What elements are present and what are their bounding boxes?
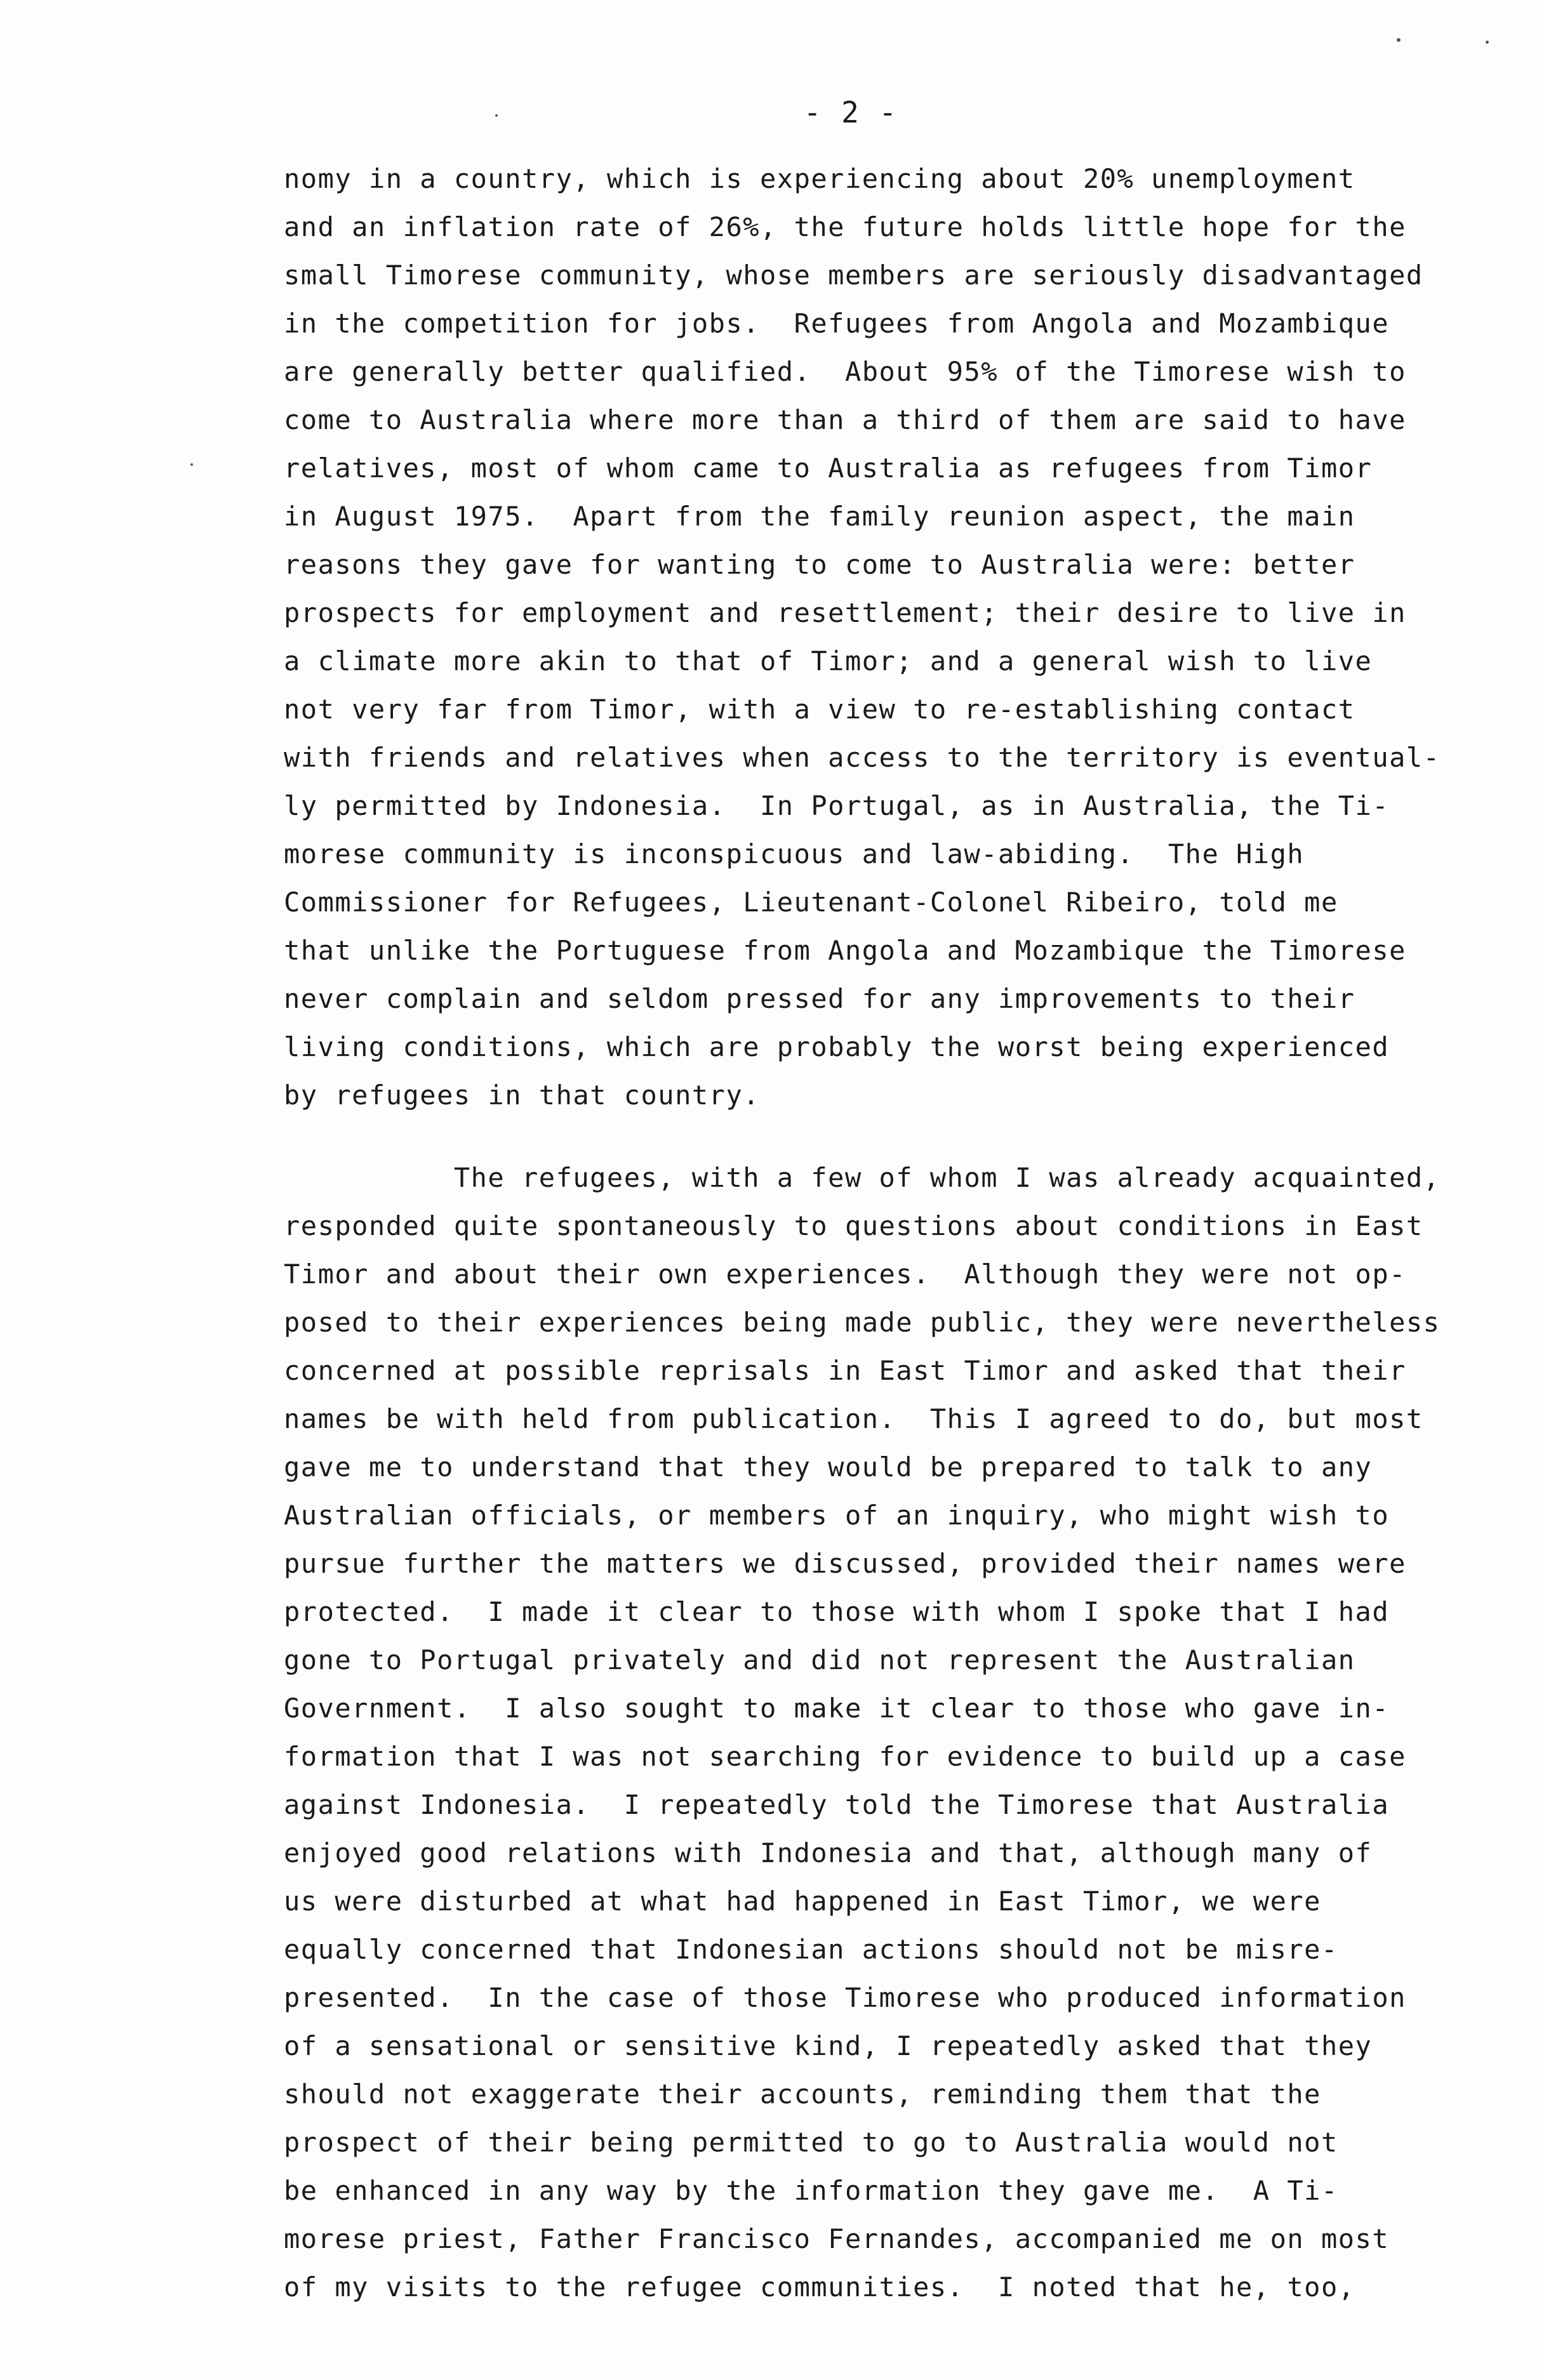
paragraph2-line: The refugees, with a few of whom I was already acquainted, — [284, 1162, 1441, 1193]
paragraph2-line: responded quite spontaneously to questions about conditions in East — [284, 1210, 1423, 1241]
paragraph2-line: should not exaggerate their accounts, reminding them that the — [284, 2079, 1321, 2110]
paragraph1-line: that unlike the Portuguese from Angola and Mozambique the Timorese — [284, 935, 1406, 966]
paragraph2-line: morese priest, Father Francisco Fernandes, accompanied me on most — [284, 2223, 1390, 2254]
paragraph2-line: us were disturbed at what had happened in East Timor, we were — [284, 1886, 1321, 1917]
paragraph1-line: come to Australia where more than a third of them are said to have — [284, 404, 1406, 435]
paragraph2-line: formation that I was not searching for evidence to build up a case — [284, 1741, 1406, 1772]
paragraph2-line: concerned at possible reprisals in East Timor and asked that their — [284, 1355, 1406, 1386]
paragraph2-line: Australian officials, or members of an inquiry, who might wish to — [284, 1500, 1390, 1531]
paragraph1-line: small Timorese community, whose members are seriously disadvantaged — [284, 260, 1423, 291]
scan-speck — [1486, 41, 1489, 44]
paragraph1-line: nomy in a country, which is experiencing about 20% unemployment — [284, 163, 1355, 194]
paragraph2-line: of my visits to the refugee communities. I noted that he, too, — [284, 2271, 1355, 2303]
paragraph2-line: Government. I also sought to make it clear to those who gave in- — [284, 1693, 1390, 1724]
paragraph1-line: in the competition for jobs. Refugees from Angola and Mozambique — [284, 308, 1390, 339]
paragraph2-line: be enhanced in any way by the information they gave me. A Ti- — [284, 2175, 1338, 2206]
paragraph2-line: Timor and about their own experiences. Although they were not op- — [284, 1259, 1406, 1290]
paragraph2-line: prospect of their being permitted to go to Australia would not — [284, 2127, 1338, 2158]
paragraph2-line: posed to their experiences being made public, they were nevertheless — [284, 1307, 1441, 1338]
paragraph2-line: against Indonesia. I repeatedly told the Timorese that Australia — [284, 1789, 1390, 1820]
paragraph2-line: names be with held from publication. This I agreed to do, but most — [284, 1403, 1423, 1434]
paragraph1-line: reasons they gave for wanting to come to Australia were: better — [284, 549, 1355, 580]
paragraph1-line: are generally better qualified. About 95% of the Timorese wish to — [284, 356, 1406, 387]
paragraph2-line: equally concerned that Indonesian actions should not be misre- — [284, 1934, 1338, 1965]
paragraph1-line: morese community is inconspicuous and law-abiding. The High — [284, 838, 1305, 869]
paragraph1-line: relatives, most of whom came to Australia as refugees from Timor — [284, 453, 1373, 484]
paragraph1-line: prospects for employment and resettlement; their desire to live in — [284, 597, 1406, 628]
paragraph2-line: gave me to understand that they would be prepared to talk to any — [284, 1451, 1373, 1483]
scan-speck — [495, 114, 498, 117]
paragraph2-line: of a sensational or sensitive kind, I repeatedly asked that they — [284, 2030, 1373, 2061]
paragraph2-line: enjoyed good relations with Indonesia and that, although many of — [284, 1837, 1373, 1868]
paragraph2-line: pursue further the matters we discussed, provided their names were — [284, 1548, 1406, 1579]
paragraph2-line: protected. I made it clear to those with whom I spoke that I had — [284, 1596, 1390, 1627]
paragraph1-line: living conditions, which are probably the worst being experienced — [284, 1031, 1390, 1062]
paragraph2-line: gone to Portugal privately and did not represent the Australian — [284, 1644, 1355, 1676]
paragraph2-line: presented. In the case of those Timorese who produced information — [284, 1982, 1406, 2013]
paragraph1-line: with friends and relatives when access to the territory is eventual- — [284, 742, 1441, 773]
paragraph1-line: ly permitted by Indonesia. In Portugal, as in Australia, the Ti- — [284, 790, 1390, 821]
scan-speck — [190, 463, 193, 466]
scan-speck — [1397, 38, 1401, 42]
paragraph1-line: in August 1975. Apart from the family reunion aspect, the main — [284, 501, 1355, 532]
paragraph1-line: a climate more akin to that of Timor; and a general wish to live — [284, 645, 1373, 677]
paragraph1-line: by refugees in that country. — [284, 1080, 761, 1111]
paragraph1-line: never complain and seldom pressed for any improvements to their — [284, 983, 1355, 1014]
page-number: - 2 - — [803, 95, 898, 129]
paragraph1-line: and an inflation rate of 26%, the future holds little hope for the — [284, 211, 1406, 242]
paragraph1-line: not very far from Timor, with a view to re-establishing contact — [284, 694, 1355, 725]
paragraph1-line: Commissioner for Refugees, Lieutenant-Colonel Ribeiro, told me — [284, 887, 1338, 918]
